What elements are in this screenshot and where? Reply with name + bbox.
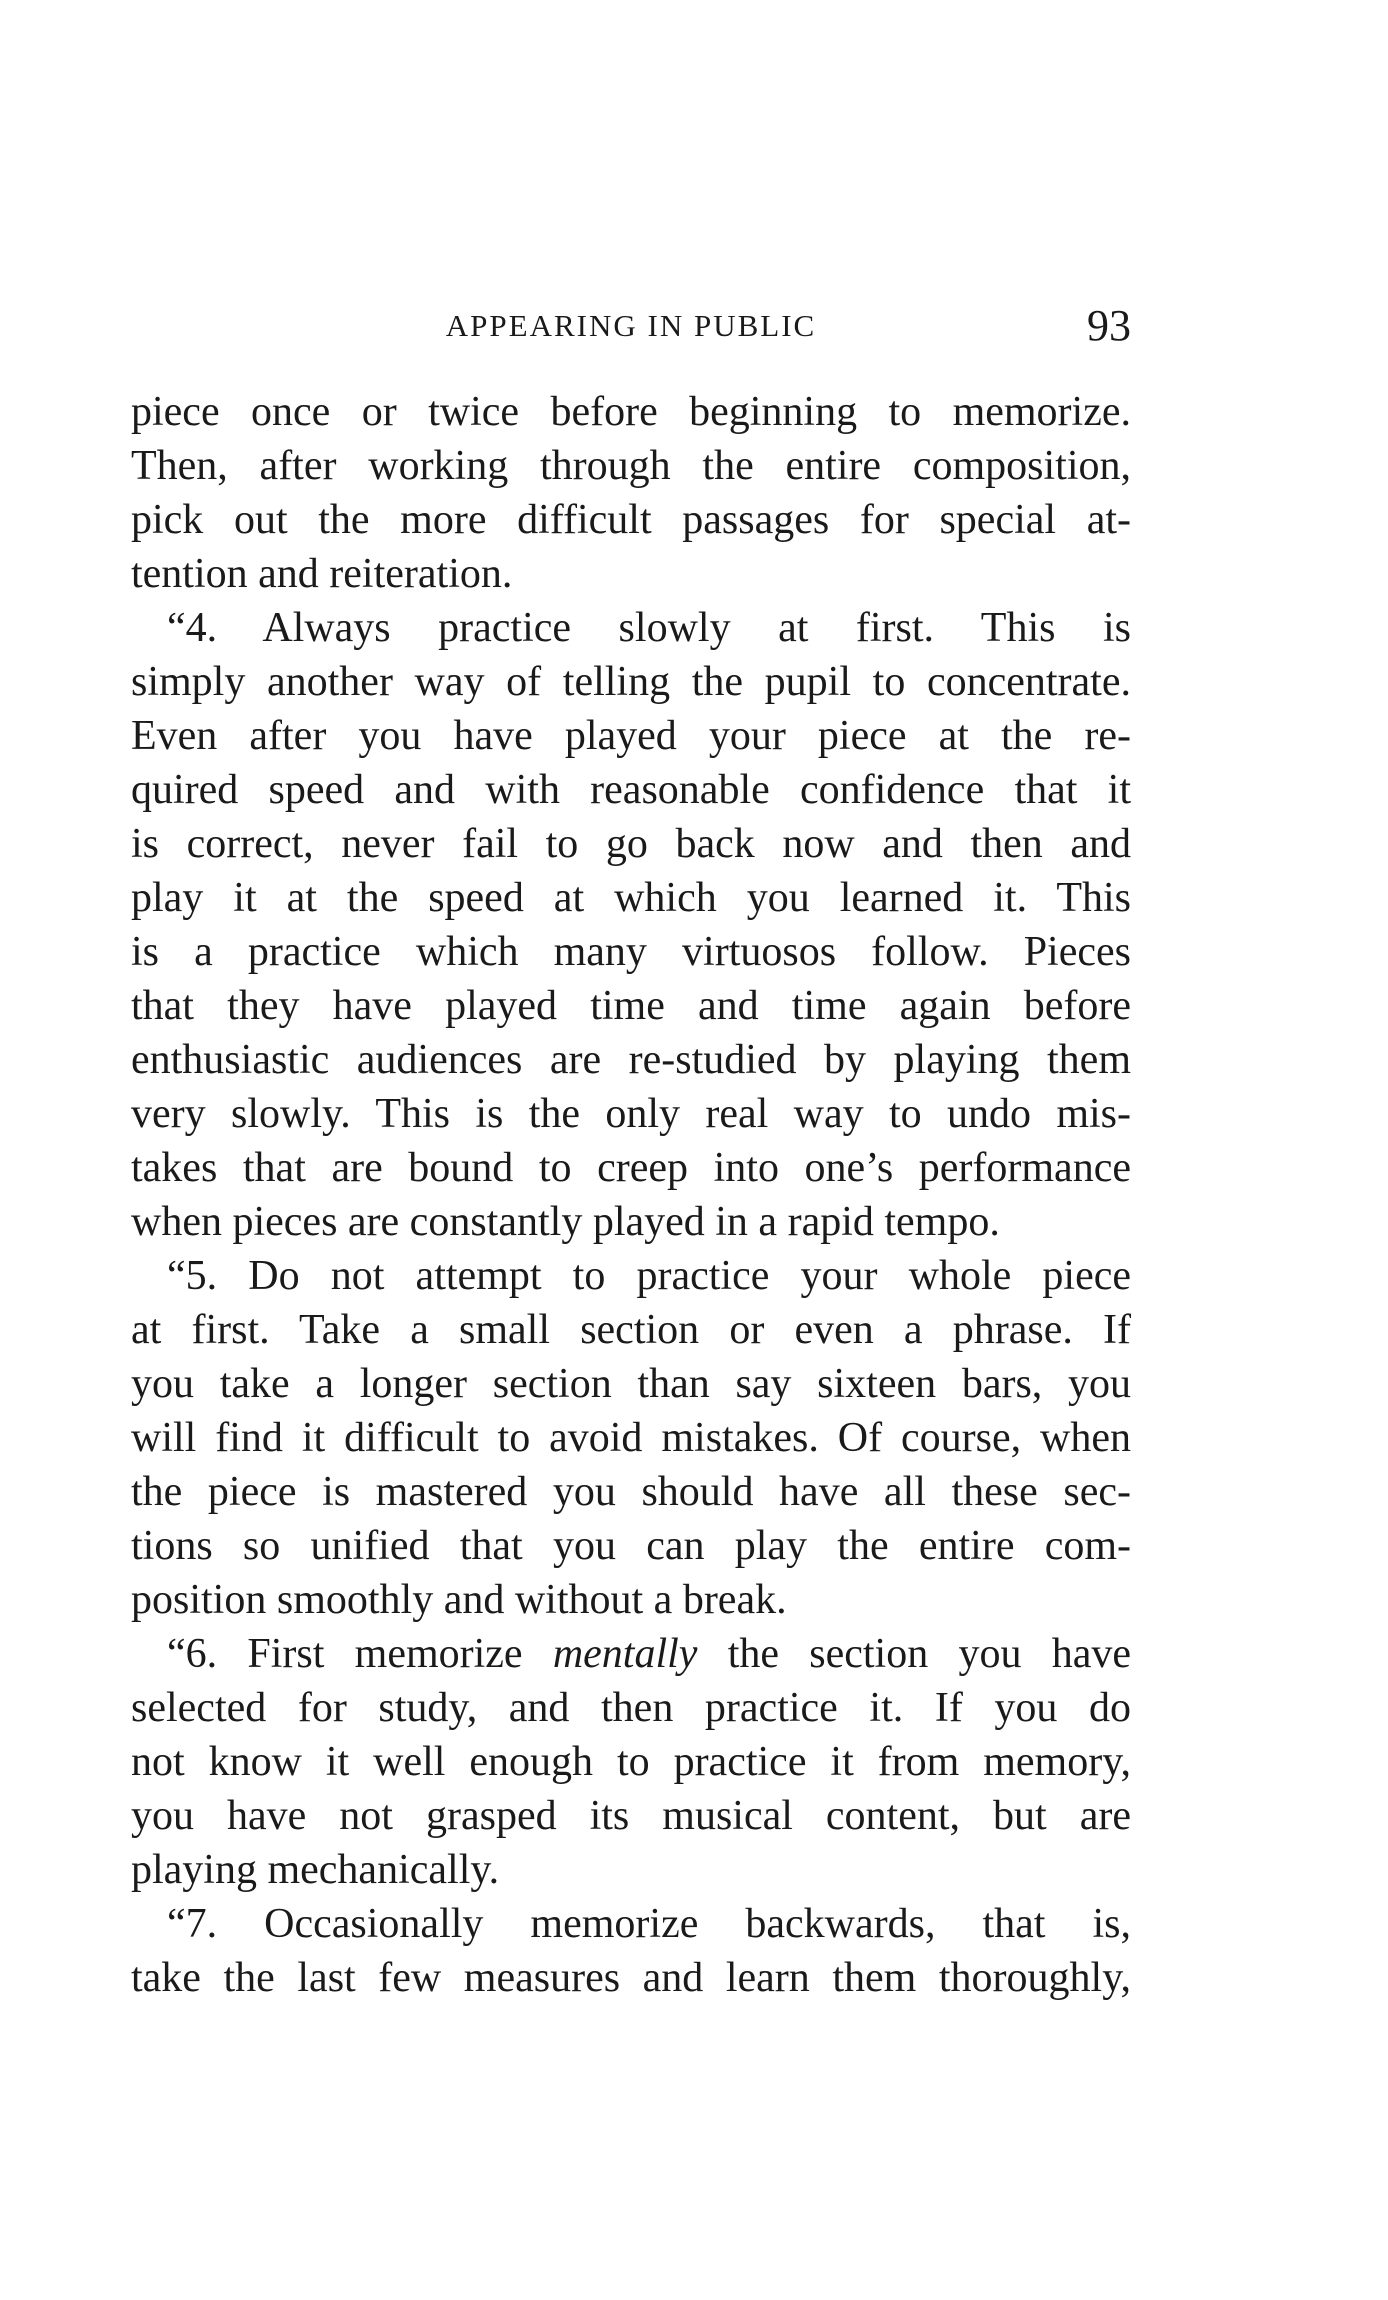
text-line: Then, after working through the entire composition, [131,443,1131,489]
text-line: you take a longer section than say sixteen bars, you [131,1361,1131,1407]
text-line: take the last few measures and learn them thoroughly, [131,1955,1131,2001]
text-line: tions so unified that you can play the entire com- [131,1523,1131,1569]
text-line: play it at the speed at which you learned it. This [131,875,1131,921]
text-line: position smoothly and without a break. [131,1577,787,1623]
running-head [131,300,1131,360]
text-line: very slowly. This is the only real way to undo mis- [131,1091,1131,1137]
text-line: is a practice which many virtuosos follow. Pieces [131,929,1131,975]
text-line: tention and reiteration. [131,551,513,597]
text-line: when pieces are constantly played in a rapid tempo. [131,1199,1000,1245]
paragraph-7-start: “7. Occasionally memorize backwards, that is, [167,1901,1131,1947]
text-line: takes that are bound to creep into one’s performance [131,1145,1131,1191]
emphasized-word: mentally [552,1631,698,1677]
text-line: selected for study, and then practice it. If you do [131,1685,1131,1731]
text-line: piece once or twice before beginning to memorize. [131,389,1131,435]
text-line: simply another way of telling the pupil to concentrate. [131,659,1131,705]
text-line: the piece is mastered you should have all these sec- [131,1469,1131,1515]
text-line: not know it well enough to practice it from memory, [131,1739,1131,1785]
text-line: you have not grasped its musical content, but are [131,1793,1131,1839]
text-line: pick out the more difficult passages for special at- [131,497,1131,543]
running-title: APPEARING IN PUBLIC [445,308,817,343]
text-run: the section you have [697,1631,1131,1677]
body-text [131,385,1131,2005]
text-line: that they have played time and time again before [131,983,1131,1029]
text-line: playing mechanically. [131,1847,500,1893]
paragraph-6-start [131,1627,1131,1681]
text-run: “6. First memorize [167,1631,553,1677]
text-line: enthusiastic audiences are re-studied by playing them [131,1037,1131,1083]
text-line: will find it difficult to avoid mistakes. Of course, when [131,1415,1131,1461]
text-line: is correct, never fail to go back now and then and [131,821,1131,867]
page-number: 93 [1087,301,1131,350]
text-line: at first. Take a small section or even a phrase. If [131,1307,1131,1353]
paragraph-4-start: “4. Always practice slowly at first. This is [167,605,1131,651]
text-line: Even after you have played your piece at the re- [131,713,1131,759]
text-line: quired speed and with reasonable confidence that it [131,767,1131,813]
paragraph-5-start: “5. Do not attempt to practice your whole piece [167,1253,1131,1299]
